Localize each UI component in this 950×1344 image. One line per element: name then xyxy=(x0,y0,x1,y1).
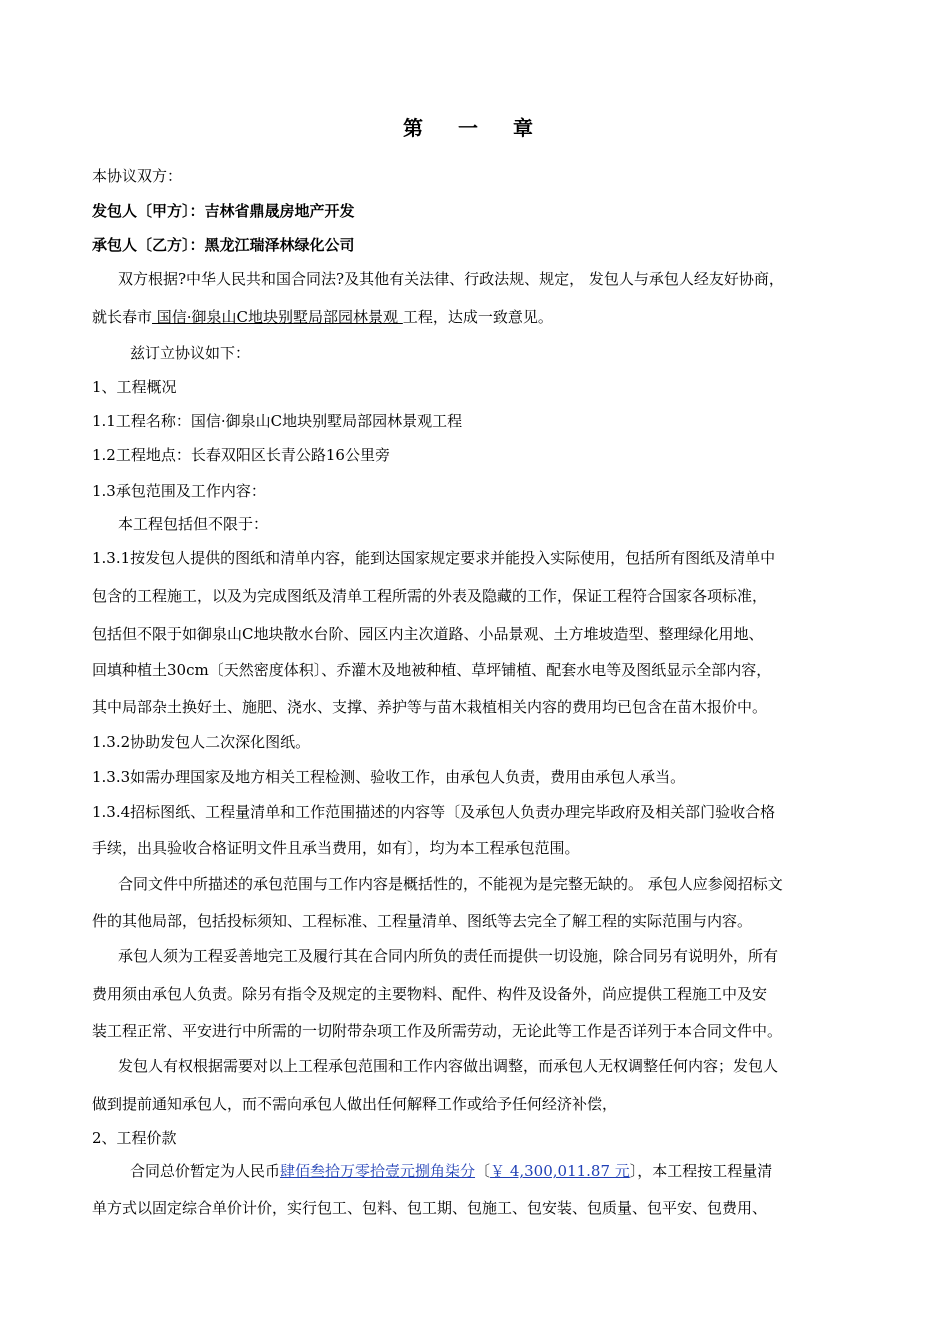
project-name-underlined: 国信·御泉山C地块别墅局部园林景观 xyxy=(152,308,403,326)
item-1-3-4-line-1: 1.3.4招标图纸、工程量清单和工作范围描述的内容等〔及承包人负责办理完毕政府及相关部门验收合格 xyxy=(92,803,776,821)
price-paren: 〔 xyxy=(475,1162,491,1180)
resp-para-line-3: 装工程正常、平安进行中所需的一切附带杂项工作及所需劳动，无论此等工作是否详列于本合同文件中。 xyxy=(92,1022,783,1040)
item-1-3: 1.3承包范围及工作内容： xyxy=(92,482,266,500)
item-1-3-2: 1.3.2协助发包人二次深化图纸。 xyxy=(92,733,311,751)
item-1-1: 1.1工程名称：国信·御泉山C地块别墅局部园林景观工程 xyxy=(92,412,463,430)
scope-para-line-1: 合同文件中所描述的承包范围与工作内容是概括性的，不能视为是完整无缺的。 承包人应参阅招标文 xyxy=(118,875,783,893)
resp-para-line-2: 费用须由承包人负责。除另有指令及规定的主要物料、配件、构件及设备外，尚应提供工程施工中及安 xyxy=(92,985,768,1003)
price-line-2: 单方式以固定综合单价计价，实行包工、包料、包工期、包施工、包安装、包质量、包平安、包费用、 xyxy=(92,1199,768,1217)
intro-line: 本协议双方： xyxy=(92,167,183,185)
adjust-para-line-1: 发包人有权根据需要对以上工程承包范围和工作内容做出调整，而承包人无权调整任何内容；发包人 xyxy=(118,1057,779,1075)
basis-line-2 xyxy=(92,306,872,328)
item-1-3-1-line-3: 包括但不限于如御泉山C地块散水台阶、园区内主次道路、小品景观、土方堆坡造型、整理绿化用地、 xyxy=(92,625,764,643)
item-1-3-4-line-2: 手续，出具验收合格证明文件且承当费用，如有〕，均为本工程承包范围。 xyxy=(92,839,580,857)
item-1-3-1-line-2: 包含的工程施工，以及为完成图纸及清单工程所需的外表及隐藏的工作，保证工程符合国家各项标准， xyxy=(92,587,768,605)
section-1-heading: 1、工程概况 xyxy=(92,378,177,396)
item-1-3-1-line-4: 回填种植土30cm〔天然密度体积〕、乔灌木及地被种植、草坪铺植、配套水电等及图纸显示全部内容， xyxy=(92,661,772,679)
item-1-3-1-line-5: 其中局部杂土换好土、施肥、浇水、支撑、养护等与苗木栽植相关内容的费用均已包含在苗木报价中。 xyxy=(92,698,768,716)
price-amount[interactable]: ￥ 4,300,011.87 元 xyxy=(490,1162,630,1180)
basis-line-1: 双方根据?中华人民共和国合同法?及其他有关法律、行政法规、规定， 发包人与承包人经友好协商， xyxy=(118,270,784,288)
basis-tail: 工程，达成一致意见。 xyxy=(402,308,553,326)
employer-line: 发包人〔甲方〕：吉林省鼎晟房地产开发 xyxy=(92,202,355,220)
item-1-3-3: 1.3.3如需办理国家及地方相关工程检测、验收工作，由承包人负责，费用由承包人承当。 xyxy=(92,768,686,786)
item-1-2: 1.2工程地点：长春双阳区长青公路16公里旁 xyxy=(92,446,390,464)
scope-para-line-2: 件的其他局部，包括投标须知、工程标准、工程量清单、图纸等去完全了解工程的实际范围与内容。 xyxy=(92,912,753,930)
price-prefix: 合同总价暂定为人民币 xyxy=(130,1162,281,1180)
contractor-line: 承包人〔乙方〕：黑龙江瑞泽林绿化公司 xyxy=(92,236,355,254)
price-suffix: 〕，本工程按工程量清 xyxy=(629,1162,773,1180)
chapter-title: 第 一 章 xyxy=(403,116,547,140)
agree-line: 兹订立协议如下： xyxy=(130,344,251,362)
section-2-heading: 2、工程价款 xyxy=(92,1129,177,1147)
item-1-3-intro: 本工程包括但不限于： xyxy=(118,515,269,533)
price-line-1 xyxy=(130,1160,910,1182)
price-in-words[interactable]: 肆佰叁拾万零拾壹元捌角柒分 xyxy=(280,1162,476,1180)
resp-para-line-1: 承包人须为工程妥善地完工及履行其在合同内所负的责任而提供一切设施，除合同另有说明外，所有 xyxy=(118,947,779,965)
item-1-3-1-line-1: 1.3.1按发包人提供的图纸和清单内容，能到达国家规定要求并能投入实际使用，包括所有图纸及清单中 xyxy=(92,549,776,567)
basis-city: 就长春市 xyxy=(92,308,153,326)
adjust-para-line-2: 做到提前通知承包人，而不需向承包人做出任何解释工作或给予任何经济补偿， xyxy=(92,1095,618,1113)
